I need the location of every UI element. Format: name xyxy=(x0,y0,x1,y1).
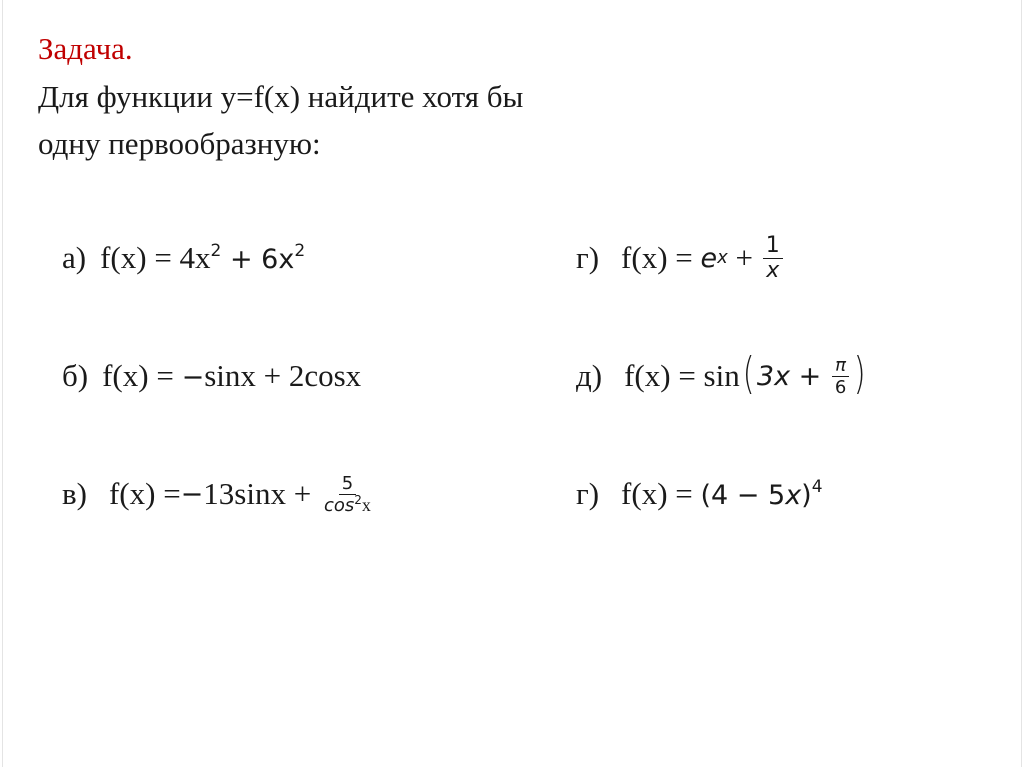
problem-a xyxy=(62,228,305,288)
problem-d-fraction-denominator: 6 xyxy=(834,376,847,398)
problem-g-2-exponent: 4 xyxy=(811,477,823,497)
problem-g-2-lhs: f(x) = xyxy=(621,476,701,511)
problem-g-1-e: e xyxy=(700,242,718,274)
slide-right-border xyxy=(1021,0,1022,767)
problem-v-cos-argument: x xyxy=(361,494,371,515)
problem-g-1-fraction xyxy=(763,234,783,283)
problem-g-2 xyxy=(576,464,823,524)
problem-v-formula xyxy=(109,473,376,516)
problem-a-lhs: f(x) = 4x xyxy=(100,240,211,275)
problem-d-lhs: f(x) = sin xyxy=(624,358,740,393)
task-instruction-line-1: Для функции y=f(x) найдите хотя бы xyxy=(38,79,524,114)
problem-d-close-paren: ) xyxy=(853,348,866,399)
problem-d-fraction-numerator: π xyxy=(832,355,849,377)
problem-d-inner: 3x + xyxy=(756,360,830,392)
problem-v-cos: cos xyxy=(323,494,355,516)
problem-b-minus: − xyxy=(181,362,205,393)
problem-g-2-expression: (4 − 5 xyxy=(700,480,786,511)
problem-d-fraction xyxy=(832,355,849,398)
problem-b-lhs: f(x) = xyxy=(102,358,182,393)
problem-v-minus: − xyxy=(180,478,204,510)
problem-g-1-plus: + xyxy=(727,240,761,275)
problem-g-1-formula: f(x) = e x + $\frac{1}{x}$ xyxy=(621,234,785,283)
problem-d xyxy=(576,346,869,406)
problem-g-2-variable: x xyxy=(785,480,802,511)
problem-d-label: д) xyxy=(576,358,603,393)
problem-v-fraction-numerator: 5 xyxy=(339,473,356,495)
problem-a-exponent-2: 2 xyxy=(294,241,306,261)
problem-v xyxy=(62,464,376,524)
problem-g-2-close-paren: ) xyxy=(801,480,812,511)
problem-a-exponent-1: 2 xyxy=(210,241,222,261)
problem-d-open-paren: ( xyxy=(742,348,755,399)
slide-left-border xyxy=(2,0,3,767)
problem-a-term-2: + 6x xyxy=(221,244,295,275)
problem-v-cos-exponent: 2 xyxy=(354,492,362,507)
problem-g-2-label: г) xyxy=(576,476,600,511)
problem-v-fraction xyxy=(321,473,374,516)
task-title: Задача. xyxy=(38,31,133,66)
problem-a-label: а) xyxy=(62,240,87,275)
problem-g-1-fraction-denominator: x xyxy=(766,257,780,283)
problem-v-label: в) xyxy=(62,476,87,511)
problem-g-1 xyxy=(576,228,785,288)
task-instruction-line-2: одну первообразную: xyxy=(38,126,321,161)
problem-d-formula xyxy=(624,348,868,399)
problem-g-1-lhs: f(x) = xyxy=(621,240,701,275)
problem-a-formula xyxy=(100,240,305,276)
problem-b-rest: sinx + 2cosx xyxy=(204,358,362,393)
problem-g-1-fraction-numerator: 1 xyxy=(763,234,783,259)
problem-b xyxy=(62,346,361,406)
problem-v-rest: 13sinx + xyxy=(203,476,319,511)
problem-v-fraction-denominator xyxy=(321,492,374,516)
problem-b-label: б) xyxy=(62,358,89,393)
problem-g-2-formula xyxy=(621,476,823,512)
problem-b-formula xyxy=(102,358,361,394)
problem-g-1-label: г) xyxy=(576,240,600,275)
problem-v-lhs: f(x) = xyxy=(108,476,181,511)
